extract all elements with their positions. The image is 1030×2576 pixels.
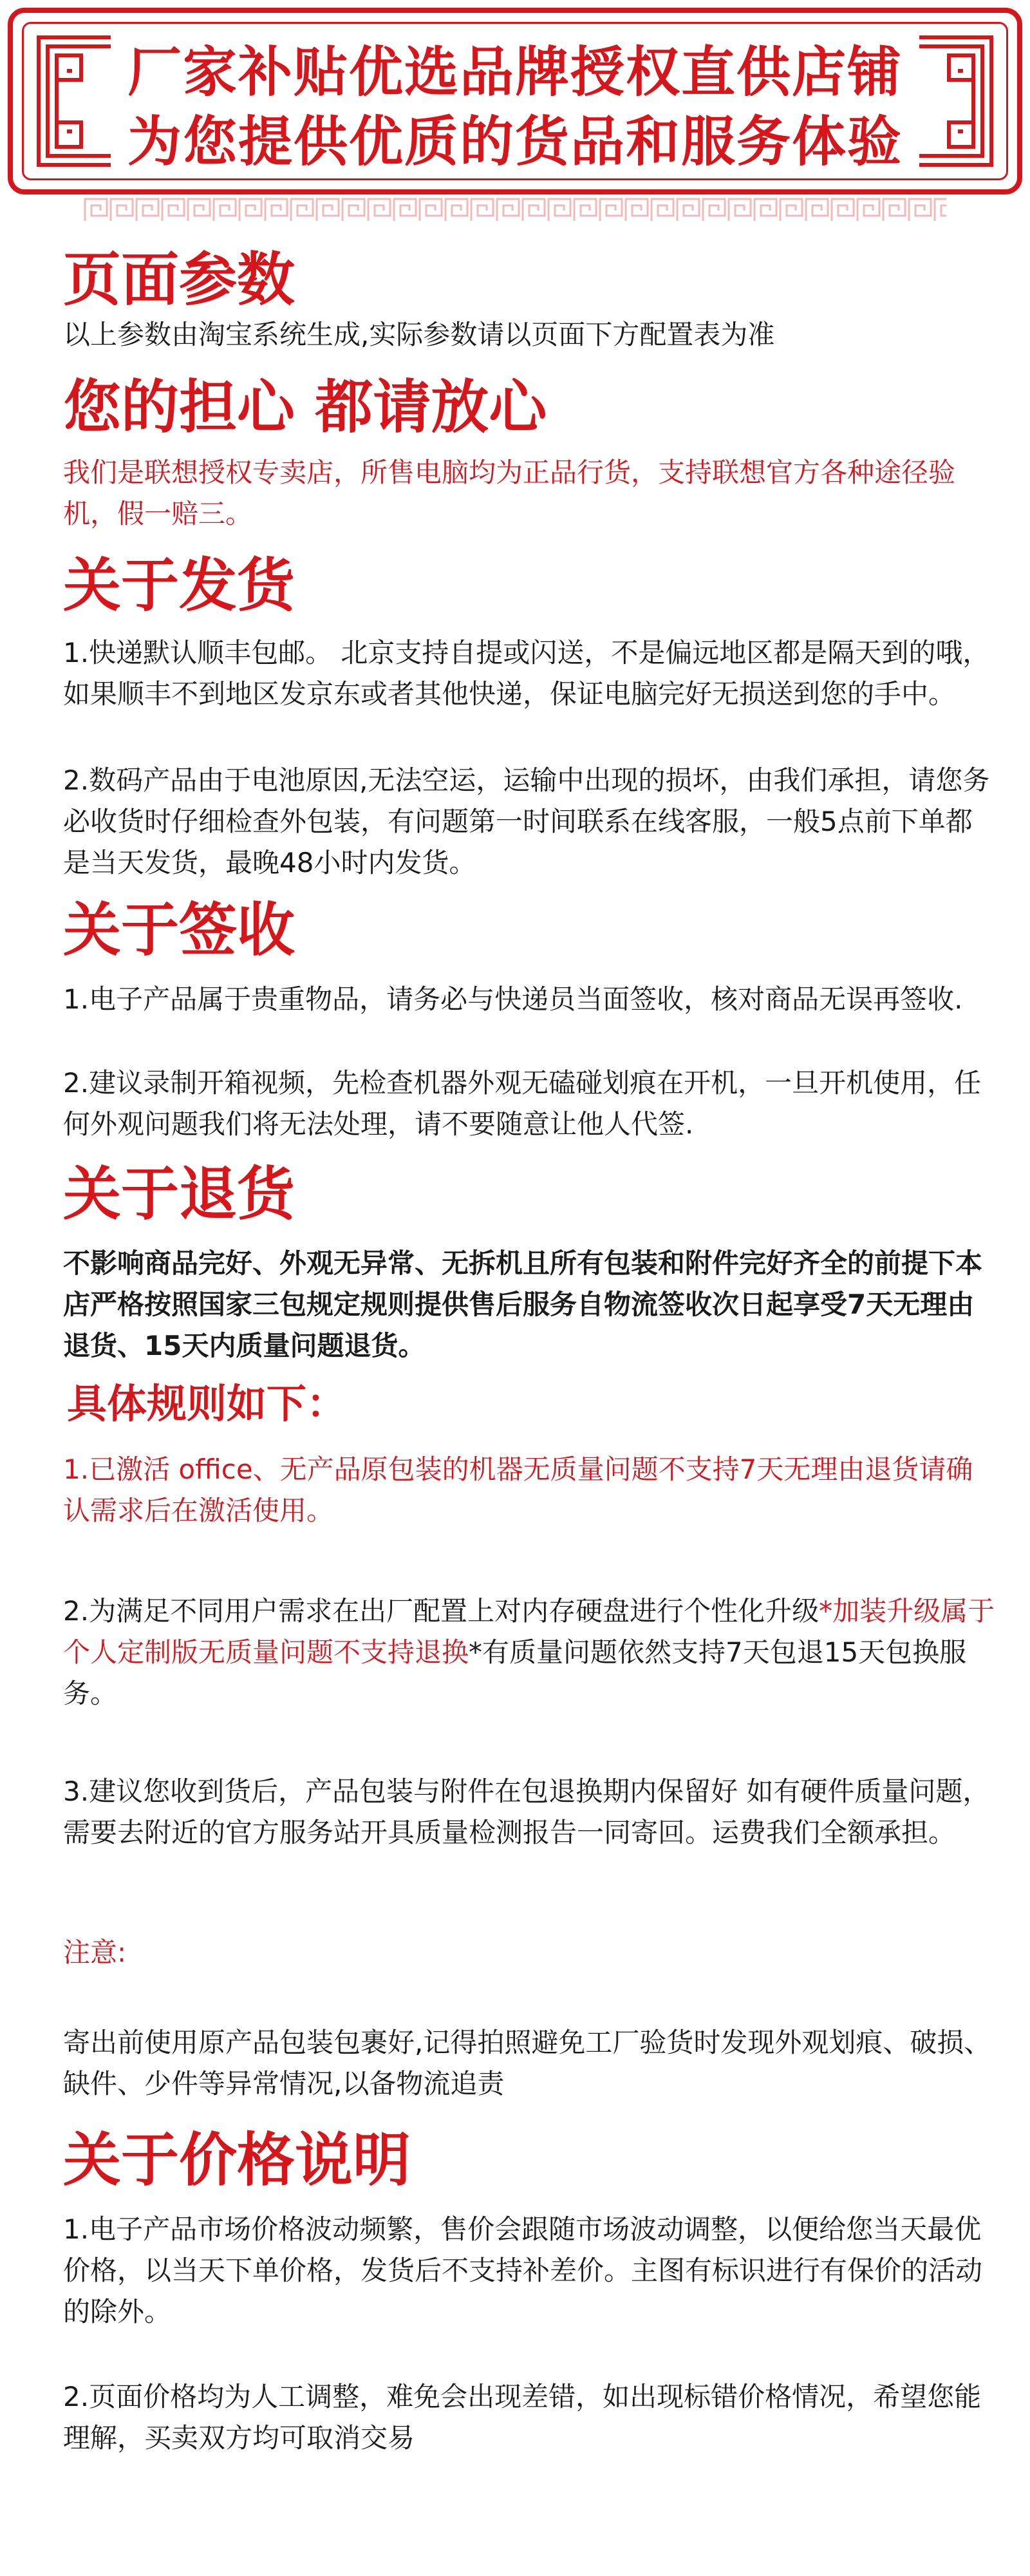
receipt-paragraph-1: 1.电子产品属于贵重物品，请务必与快递员当面签收，核对商品无误再签收. <box>63 983 963 1015</box>
params-text: 以上参数由淘宝系统生成,实际参数请以页面下方配置表为准 <box>63 319 775 350</box>
section-title-worry: 您的担心 都请放心 <box>63 374 547 441</box>
shipping-paragraph-1: 1.快递默认顺丰包邮。 北京支持自提或闪送，不是偏远地区都是隔天到的哦，如果顺丰不到地区发京东或者其他快递，保证电脑完好无损送到您的手中。 <box>63 637 990 710</box>
header-banner <box>8 8 1022 194</box>
rule-2-main: 2.为满足不同用户需求在出厂配置上对内存硬盘进行个性化升级 <box>63 1595 819 1627</box>
banner-headline: 厂家补贴优选品牌授权直供店铺 <box>127 41 903 104</box>
section-title-shipping: 关于发货 <box>63 552 295 620</box>
price-paragraph-1: 1.电子产品市场价格波动频繁，售价会跟随市场波动调整，以便给您当天最优价格，以当天下单价格，发货后不支持补差价。主图有标识进行有保价的活动的除外。 <box>63 2213 983 2327</box>
section-title-price: 关于价格说明 <box>63 2126 411 2194</box>
fret-pattern-divider <box>84 196 946 222</box>
rule-3: 3.建议您收到货后，产品包装与附件在包退换期内保留好 如有硬件质量问题，需要去附近的官方服务站开具质量检测报告一同寄回。运费我们全额承担。 <box>63 1776 990 1848</box>
receipt-paragraph-2: 2.建议录制开箱视频，先检查机器外观无磕碰划痕在开机，一旦开机使用，任何外观问题我们将无法处理，请不要随意让他人代签. <box>63 1067 982 1140</box>
rule-2-tail: *有质量问题依然支持7天包退15天包换服务。 <box>63 1636 967 1709</box>
rules-subtitle: 具体规则如下： <box>67 1380 347 1427</box>
price-paragraph-2: 2.页面价格均为人工调整，难免会出现差错，如出现标错价格情况，希望您能理解，买卖双方均可取消交易 <box>63 2381 982 2454</box>
section-title-returns: 关于退货 <box>63 1160 295 1228</box>
rule-2-warning: *加装升级属于个人定制版无质量问题不支持退换 <box>63 1595 995 1668</box>
section-title-params: 页面参数 <box>63 246 295 314</box>
section-title-receipt: 关于签收 <box>63 896 295 964</box>
shipping-paragraph-2: 2.数码产品由于电池原因,无法空运，运输中出现的损坏，由我们承担，请您务必收货时仔细检查外包装，有问题第一时间联系在线客服，一般5点前下单都是当天发货，最晚48小时内发货。 <box>63 764 990 878</box>
banner-subheadline: 为您提供优质的货品和服务体验 <box>127 110 903 173</box>
rule-2 <box>63 1591 997 1714</box>
note-label: 注意: <box>63 1937 127 1968</box>
returns-intro: 不影响商品完好、外观无异常、无拆机且所有包装和附件完好齐全的前提下本店严格按照国家三包规定规则提供售后服务自物流签收次日起享受7天无理由退货、15天内质量问题退货。 <box>63 1247 983 1361</box>
worry-text: 我们是联想授权专卖店，所售电脑均为正品行货，支持联想官方各种途径验机，假一赔三。 <box>63 457 956 529</box>
note-text: 寄出前使用原产品包装包裹好,记得拍照避免工厂验货时发现外观划痕、破损、缺件、少件等异常情况,以备物流追责 <box>63 2027 991 2099</box>
rule-1: 1.已激活 office、无产品原包装的机器无质量问题不支持7天无理由退货请确认需求后在激活使用。 <box>63 1454 973 1526</box>
